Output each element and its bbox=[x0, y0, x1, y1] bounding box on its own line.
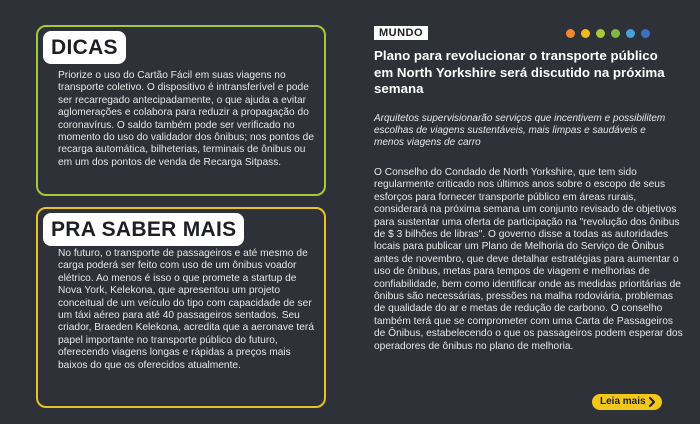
learn-more-box bbox=[36, 207, 326, 408]
dot-yellow-icon bbox=[581, 29, 590, 38]
dot-lime-icon bbox=[596, 29, 605, 38]
news-headline: Plano para revolucionar o transporte público em North Yorkshire será discutido na próxima semana bbox=[374, 48, 665, 97]
news-lede: Arquitetos supervisionarão serviços que incentivem e possibilitem escolhas de viagens sustentáveis, mais limpas e saudáveis e menos viagens de carro bbox=[374, 113, 666, 149]
tips-box bbox=[36, 25, 326, 196]
tips-text: Priorize o uso do Cartão Fácil em suas viagens no transporte coletivo. O dispositivo é intransferível e pode ser recarregado antecipadamente, o que ajuda a evitar aglomerações e colabora para reduzir a propagação do coronavírus. O saldo também pode ser verificado no momento do uso do validador dos ônibus; nos pontos de recarga automática, bilheterias, terminais de ônibus ou em um dos pontos de venda de Recarga Sitpass. bbox=[58, 70, 314, 168]
dot-blue-icon bbox=[641, 29, 650, 38]
section-label: MUNDO bbox=[374, 26, 428, 40]
read-more-button[interactable] bbox=[592, 394, 662, 410]
news-body: O Conselho do Condado de North Yorkshire, que tem sido regularmente criticado nos últimos anos sobre o escopo de seus esforços para fornecer transporte público em áreas rurais, considerará na próxima semana um conjunto revisado de objetivos para sustentar uma oferta de participação na "revolução dos ônibus de $ 3 bilhões de libras". O governo disse a todas as autoridades locais para publicar um Plano de Melhoria do Serviço de Ônibus antes de novembro, que deve detalhar estratégias para aumentar o uso de ônibus, metas para tempos de viagem e melhorias de confiabilidade, bem como identificar onde as medidas prioritárias de ônibus são necessárias, pressões na malha rodoviária, problemas de qualidade do ar e metas de redução de carbono. O conselho também terá que se comprometer com uma Carta de Passageiros de Ônibus, estabelecendo o que os passageiros podem esperar dos operadores de ônibus no plano de melhoria. bbox=[374, 167, 683, 352]
chevron-right-icon bbox=[648, 397, 656, 407]
learn-more-text: No futuro, o transporte de passageiros e até mesmo de carga poderá ser feito com uso de um ônibus voador elétrico. Ao menos é isso o que promete a startup de Nova York, Kelekona, que apresentou um projeto conceitual de um veículo do tipo com capacidade de ser um táxi aéreo para até 40 passageiros sentados. Seu criador, Braeden Kelekona, acredita que a aeronave terá papel importante no transporte público do futuro, oferecendo viagens longas e rápidas a preços mais baixos do que os oferecidos atualmente. bbox=[58, 248, 314, 371]
dot-lightblue-icon bbox=[626, 29, 635, 38]
dot-green-icon bbox=[611, 29, 620, 38]
tips-title: DICAS bbox=[43, 31, 126, 64]
dot-orange-icon bbox=[566, 29, 575, 38]
color-dots bbox=[566, 29, 650, 38]
read-more-label: Leia mais bbox=[600, 396, 646, 407]
learn-more-title: PRA SABER MAIS bbox=[43, 213, 244, 246]
